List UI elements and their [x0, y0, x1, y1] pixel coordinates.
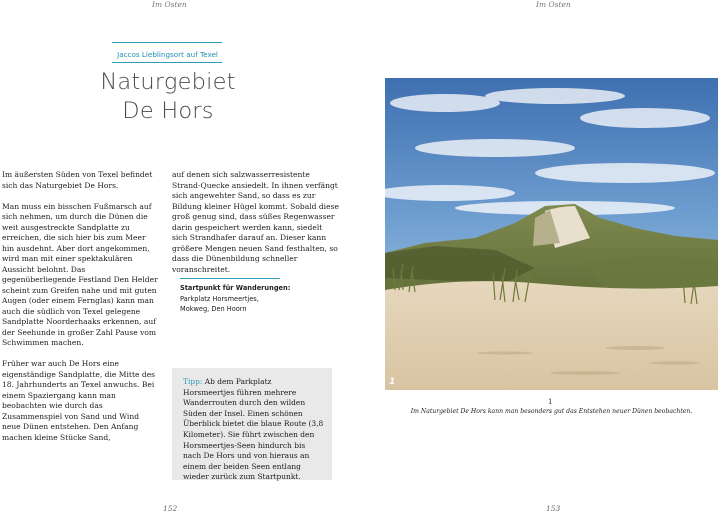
photo-number: 1	[389, 377, 396, 387]
page-number-left: 152	[163, 504, 178, 513]
running-header-right: Im Osten	[536, 0, 571, 9]
text-column-1	[2, 170, 160, 454]
title-line-2: De Hors	[122, 98, 214, 124]
caption-number: 1	[548, 398, 553, 406]
startpunkt-label: Startpunkt für Wanderungen:	[180, 284, 291, 292]
tipp-label: Tipp:	[183, 377, 203, 386]
page-number-right: 153	[546, 504, 561, 513]
tipp-box	[172, 368, 332, 480]
dune-photo	[385, 78, 718, 390]
paragraph: Im äußersten Süden von Texel befindet sich das Naturgebiet De Hors.	[2, 170, 153, 190]
section-kicker: Jaccos Lieblingsort auf Texel	[117, 50, 218, 59]
title-line-1: Naturgebiet	[100, 69, 236, 95]
paragraph: auf denen sich salzwasserresistente Strand-Quecke ansiedelt. In ihnen verfängt sich angewehter Sand, so dass es zur Bildung kleiner Hügel kommt. Sobald diese groß genug sind, dass süßes Regenwasser darin gespeichert werden kann, siedelt sich Strandhafer darauf an. Dieser kann größere Mengen neuen Sand festhalten, so dass die Dünenbildung schneller voranschreitet.	[172, 170, 339, 274]
startpunkt-rule	[180, 278, 280, 279]
startpunkt-box	[180, 283, 330, 315]
startpunkt-line-1: Parkplatz Horsmeertjes,	[180, 294, 259, 303]
kicker-rule-bottom	[112, 62, 222, 63]
paragraph: Man muss ein bisschen Fußmarsch auf sich nehmen, um durch die Dünen die weit ausgestreckte Sandplatte zu erreichen, die sich hier bis zum Meer hin ausdehnt. Aber dort angekommen, wird man mit einer spektakulären Aussicht belohnt. Das gegenüberliegende Festland Den Helder scheint zum Greifen nahe und mit guten Augen (oder einem Fernglas) kann man auch die südlich von Texel gelegene Sandplatte Noorderhaaks erkennen, auf der Seehunde in großer Zahl Pause vom Schwimmen machen.	[2, 201, 158, 347]
kicker-rule-top	[112, 42, 222, 43]
startpunkt-line-2: Mokweg, Den Hoorn	[180, 305, 247, 313]
page-title	[90, 68, 246, 126]
running-header-left: Im Osten	[152, 0, 187, 9]
paragraph: Früher war auch De Hors eine eigenständige Sandplatte, die Mitte des 18. Jahrhunderts an Texel anwuchs. Bei einem Spaziergang kann man beobachten wie durch das Zusammenspiel von Sand und Wind neue Dünen entstehen. Den Anfang machen kleine Stücke Sand,	[2, 359, 156, 442]
tipp-text: Ab dem Parkplatz Horsmeertjes führen mehrere Wanderrouten durch den wilden Süden der Insel. Einen schönen Überblick bietet die blaue Route (3,8 Kilometer). Sie führt zwischen den Horsmeertjes-Seen hindurch bis nach De Hors und von hieraus an einem der beiden Seen entlang wieder zurück zum Startpunkt.	[183, 377, 324, 482]
photo-caption: Im Naturgebiet De Hors kann man besonders gut das Entstehen neuer Dünen beobachten.	[410, 408, 693, 415]
text-column-2	[172, 170, 340, 286]
